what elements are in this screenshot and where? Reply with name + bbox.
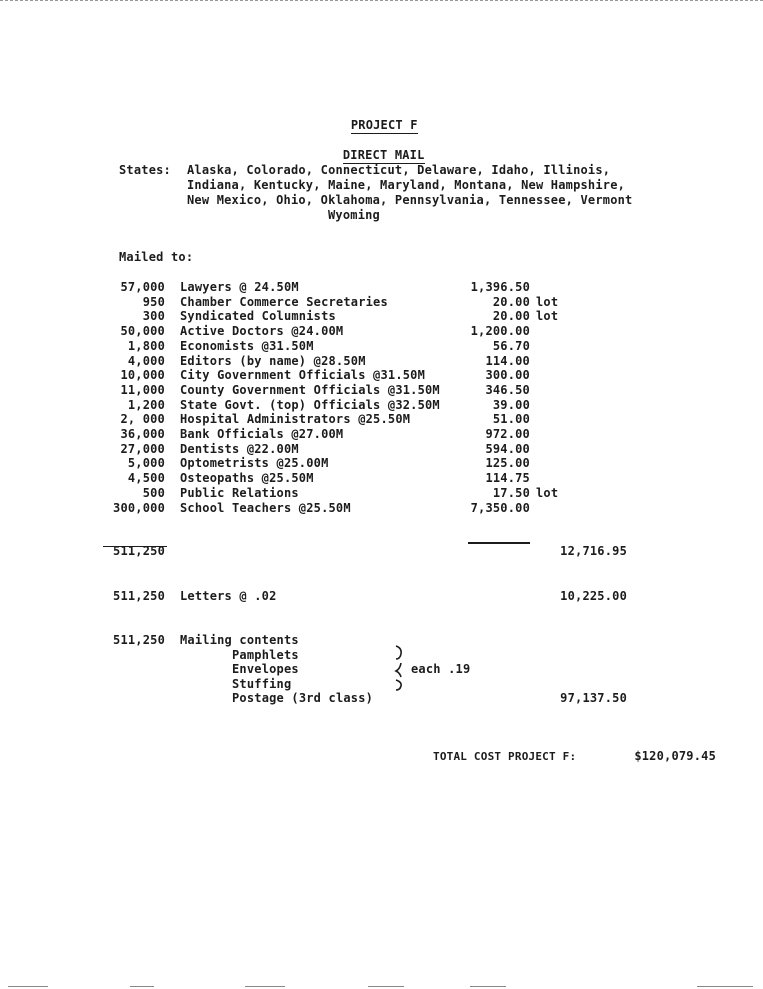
- row-description: Hospital Administrators @25.50M: [180, 412, 411, 427]
- subtotal-quantity: 511,250: [105, 544, 165, 559]
- row-description: Lawyers @ 24.50M: [180, 280, 299, 294]
- row-cost: 300.00: [485, 368, 530, 383]
- grouping-brace: [394, 645, 406, 691]
- row-cost: 346.50: [485, 382, 530, 397]
- mailing-item-stuffing: Stuffing: [232, 677, 292, 691]
- row-cost: 114.75: [485, 471, 530, 486]
- row-quantity: 300: [142, 309, 165, 324]
- row-description: Editors (by name) @28.50M: [180, 353, 366, 368]
- row-quantity: 1,800: [127, 338, 165, 353]
- row-description: Active Doctors @24.00M: [180, 324, 344, 339]
- row-description: County Government Officials @31.50M: [180, 382, 440, 397]
- row-cost: 125.00: [485, 456, 530, 471]
- row-description: Syndicated Columnists: [180, 309, 336, 324]
- total-amount: $120,079.45: [634, 749, 716, 763]
- row-note: lot: [536, 294, 559, 309]
- row-cost: 17.50: [492, 485, 530, 500]
- row-description: Chamber Commerce Secretaries: [180, 294, 388, 309]
- page-top-edge: [0, 0, 763, 1]
- row-description: State Govt. (top) Officials @32.50M: [180, 397, 440, 412]
- subtotal-rule: [468, 542, 530, 544]
- mailing-item-envelopes: Envelopes: [232, 662, 299, 676]
- row-quantity: 2, 000: [120, 412, 165, 427]
- scan-edge-mark: [697, 986, 753, 987]
- letters-description: Letters @ .02: [180, 589, 277, 603]
- row-cost: 56.70: [492, 338, 530, 353]
- total-label: TOTAL COST PROJECT F:: [433, 750, 577, 763]
- row-cost: 594.00: [485, 441, 530, 456]
- states-line-3: New Mexico, Ohio, Oklahoma, Pennsylvania, Tennessee, Vermont: [187, 193, 633, 207]
- row-cost: 20.00: [492, 294, 530, 309]
- row-quantity: 36,000: [120, 427, 165, 441]
- row-quantity: 4,000: [127, 353, 165, 368]
- scan-edge-mark: [245, 986, 285, 987]
- row-quantity: 1,200: [127, 397, 165, 412]
- row-cost: 51.00: [492, 412, 530, 427]
- mailing-contents-label: Mailing contents: [180, 633, 299, 647]
- row-description: Public Relations: [180, 485, 299, 500]
- subtotal-amount: 12,716.95: [560, 544, 627, 558]
- mailing-contents-quantity: 511,250: [113, 633, 165, 647]
- states-line-2: Indiana, Kentucky, Maine, Maryland, Montana, New Hampshire,: [187, 178, 626, 192]
- document-subtitle: DIRECT MAIL: [342, 147, 425, 162]
- row-note: lot: [536, 309, 559, 324]
- row-quantity: 300,000: [113, 500, 165, 515]
- scan-edge-mark: [8, 986, 48, 987]
- row-quantity: 950: [142, 294, 165, 309]
- row-quantity: 57,000: [120, 280, 165, 294]
- row-cost: 20.00: [492, 309, 530, 324]
- row-description: Osteopaths @25.50M: [180, 471, 314, 486]
- row-description: Bank Officials @27.00M: [180, 427, 344, 441]
- document-title: PROJECT F: [350, 117, 418, 132]
- row-description: Economists @31.50M: [180, 338, 314, 353]
- mailing-item-pamphlets: Pamphlets: [232, 648, 299, 662]
- mailing-contents-amount: 97,137.50: [560, 691, 627, 705]
- mailed-to-label: Mailed to:: [119, 250, 194, 264]
- row-description: Optometrists @25.00M: [180, 456, 329, 471]
- row-cost: 1,396.50: [470, 280, 530, 294]
- row-description: School Teachers @25.50M: [180, 500, 351, 515]
- letters-quantity: 511,250: [113, 589, 165, 603]
- states-label: States:: [119, 163, 171, 177]
- row-cost: 39.00: [492, 397, 530, 412]
- row-quantity: 11,000: [120, 382, 165, 397]
- row-cost: 972.00: [485, 427, 530, 441]
- row-quantity: 4,500: [127, 471, 165, 486]
- scan-edge-mark: [470, 986, 506, 987]
- row-cost: 7,350.00: [470, 500, 530, 515]
- row-quantity: 27,000: [120, 441, 165, 456]
- scan-edge-mark: [130, 986, 154, 987]
- row-description: City Government Officials @31.50M: [180, 368, 426, 383]
- row-note: lot: [536, 485, 559, 500]
- row-quantity: 10,000: [120, 368, 165, 383]
- letters-amount: 10,225.00: [560, 589, 627, 603]
- mailing-item-postage: Postage (3rd class): [232, 691, 374, 705]
- states-line-1: Alaska, Colorado, Connecticut, Delaware, Idaho, Illinois,: [187, 163, 611, 177]
- scan-edge-mark: [368, 986, 404, 987]
- row-cost: 1,200.00: [470, 324, 530, 339]
- states-line-4: Wyoming: [328, 208, 380, 222]
- row-cost: 114.00: [485, 353, 530, 368]
- row-description: Dentists @22.00M: [180, 441, 299, 456]
- row-quantity: 5,000: [127, 456, 165, 471]
- each-rate-note: each .19: [411, 662, 471, 676]
- row-quantity: 500: [142, 485, 165, 500]
- row-quantity: 50,000: [120, 324, 165, 339]
